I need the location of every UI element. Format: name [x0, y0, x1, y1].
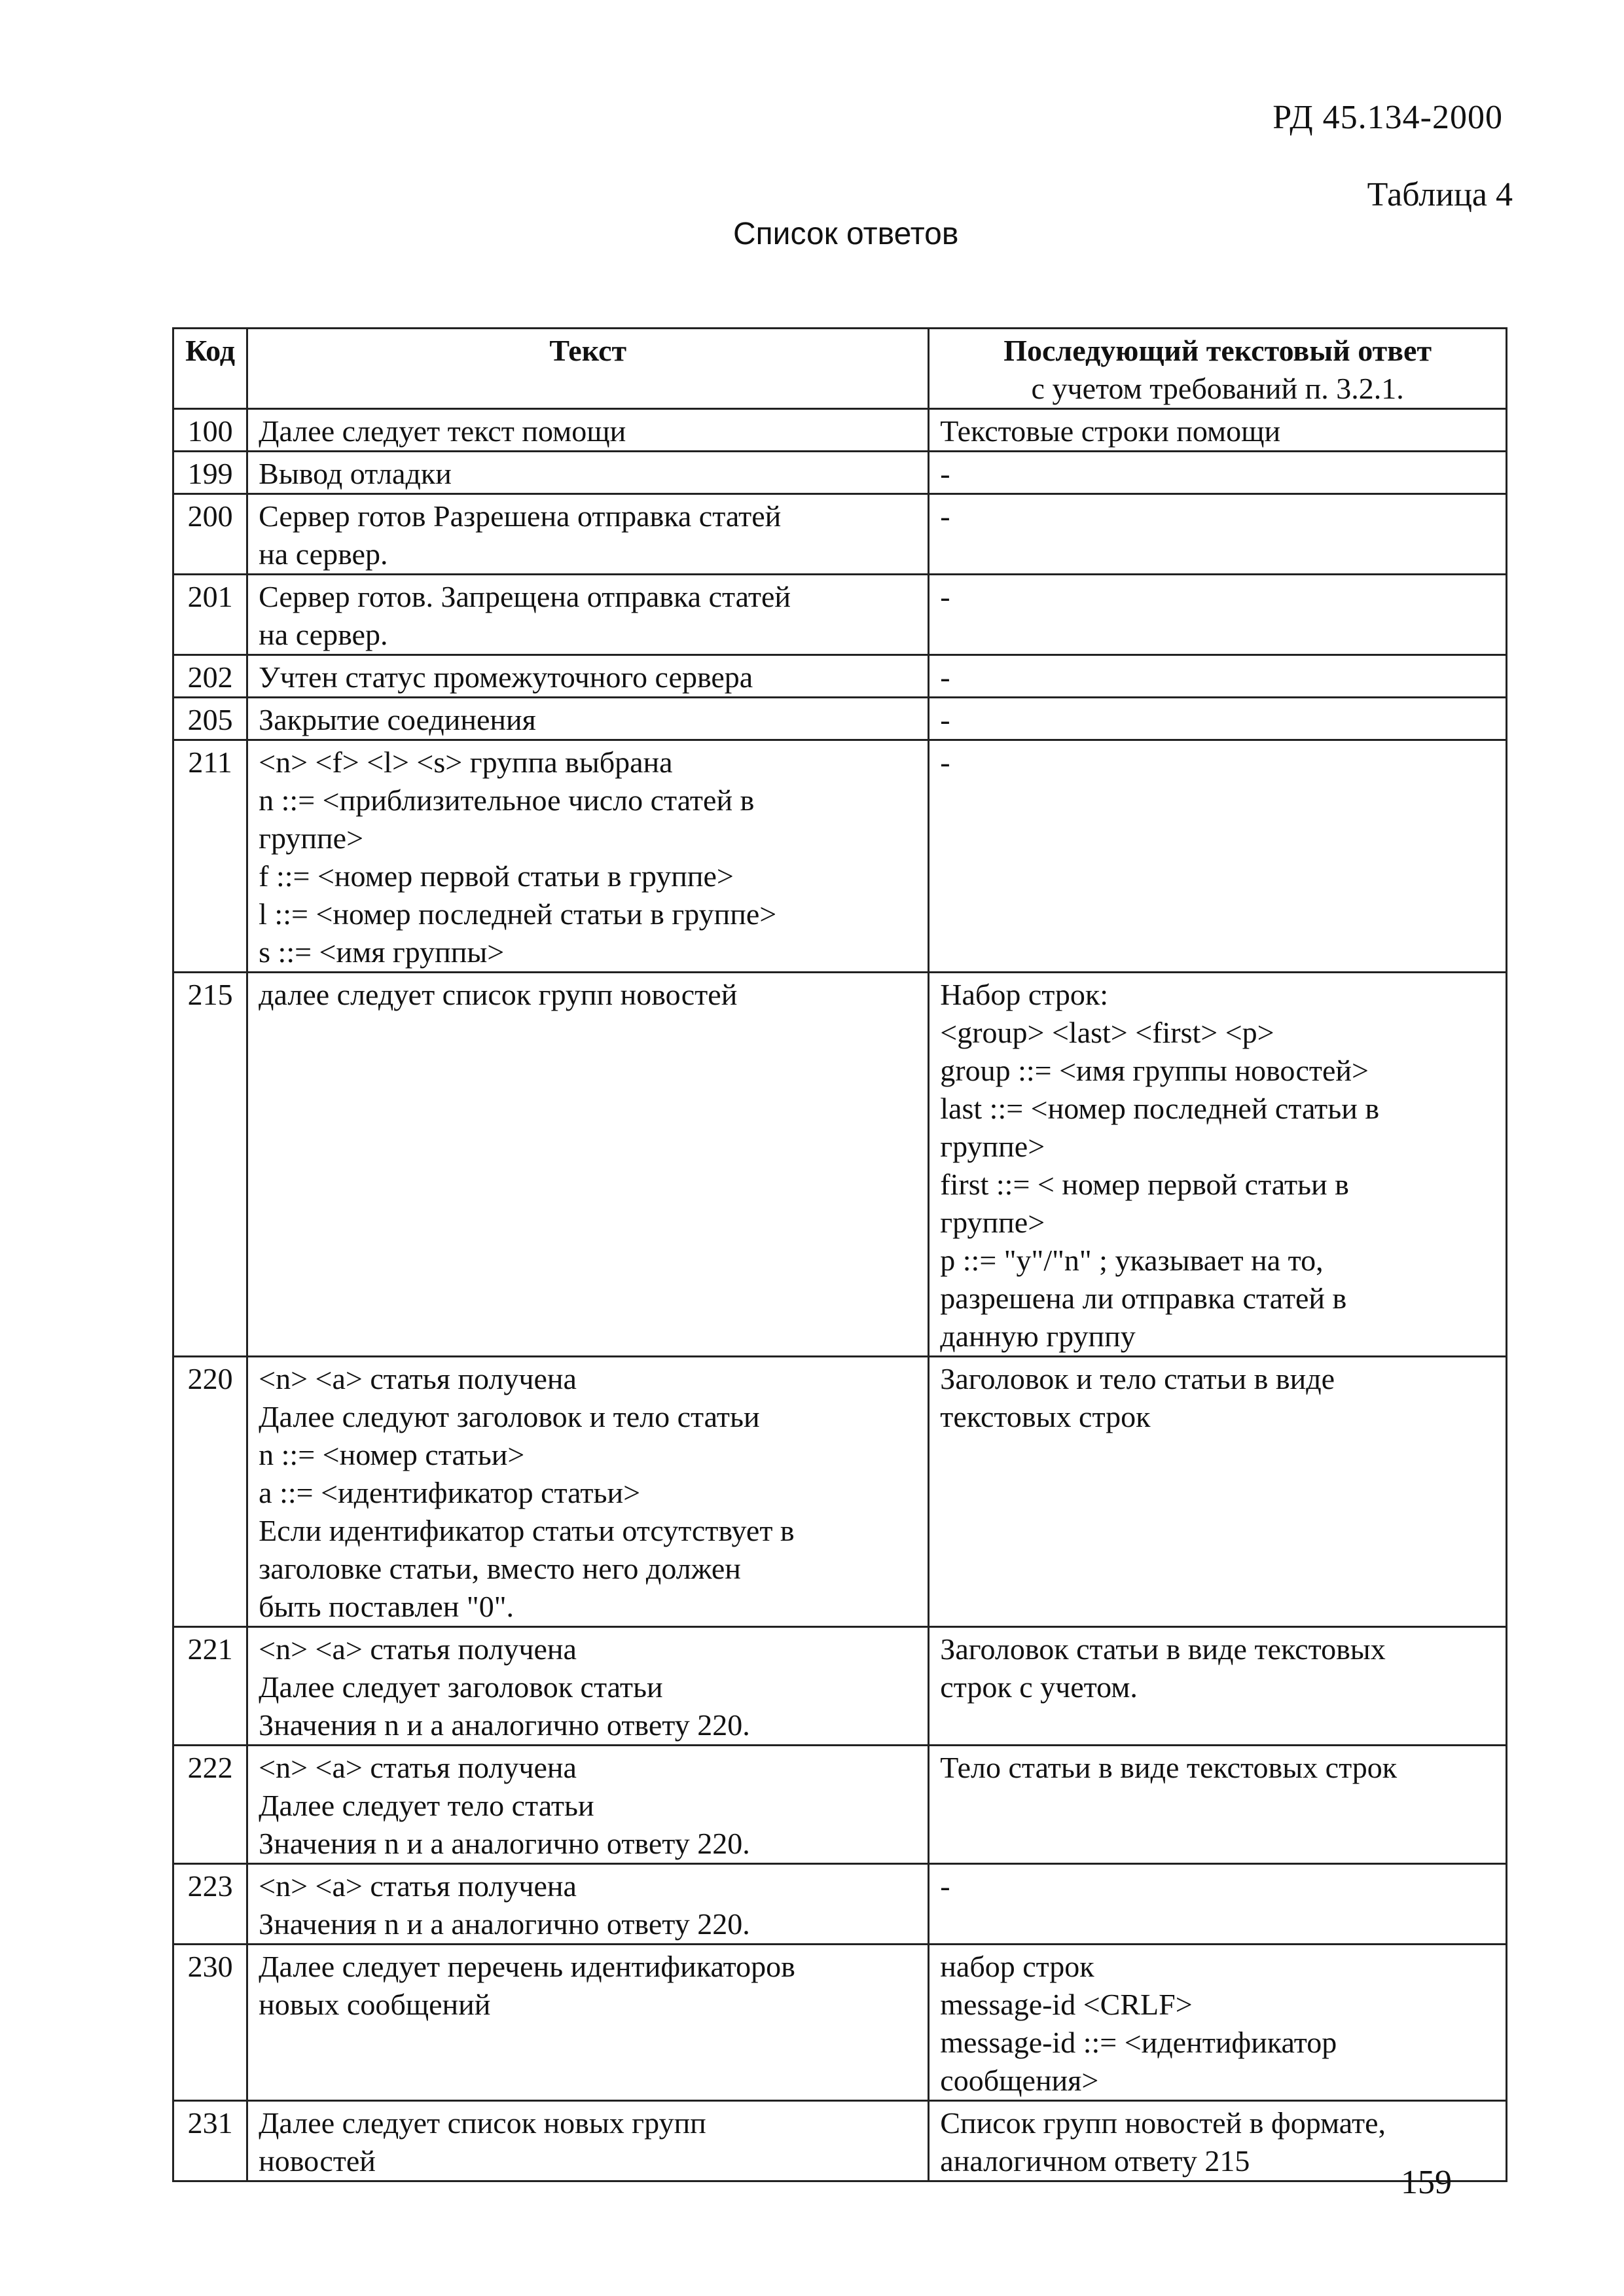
column-header-follow-subtitle: с учетом требований п. 3.2.1. [1031, 372, 1404, 405]
row-text-line: s ::= <имя группы> [259, 935, 505, 969]
row-follow-line: Список групп новостей в формате, [940, 2106, 1386, 2140]
row-follow-line: группе> [940, 1206, 1045, 1239]
row-follow-line: first ::= < номер первой статьи в [940, 1168, 1349, 1201]
document-code: РД 45.134-2000 [1272, 99, 1503, 136]
row-follow-line: строк с учетом. [940, 1670, 1138, 1704]
row-follow-line: - [940, 703, 950, 736]
table-header-row [173, 329, 1507, 409]
row-text [247, 655, 929, 698]
table-row [173, 1746, 1507, 1864]
row-follow-line: - [940, 1869, 950, 1903]
row-text-line: <n> <a> статья получена [259, 1751, 577, 1784]
table-row [173, 1945, 1507, 2101]
row-follow-line: - [940, 745, 950, 779]
table-row [173, 973, 1507, 1357]
row-code: 200 [173, 494, 247, 575]
row-code: 199 [173, 452, 247, 494]
row-text-line: Далее следует перечень идентификаторов [259, 1950, 795, 1983]
row-code: 202 [173, 655, 247, 698]
row-code: 231 [173, 2101, 247, 2181]
table-title: Список ответов [733, 217, 959, 251]
row-text-line: <n> <a> статья получена [259, 1362, 577, 1395]
row-follow-line: group ::= <имя группы новостей> [940, 1054, 1369, 1087]
row-follow-response [929, 575, 1507, 655]
table-row [173, 409, 1507, 452]
table-row [173, 575, 1507, 655]
row-code: 100 [173, 409, 247, 452]
row-text-line: l ::= <номер последней статьи в группе> [259, 897, 777, 931]
row-text-line: Вывод отладки [259, 457, 452, 490]
row-text [247, 1627, 929, 1746]
column-header-text: Текст [247, 329, 929, 409]
row-text-line: на сервер. [259, 537, 388, 571]
row-code: 205 [173, 698, 247, 740]
row-text-line: на сервер. [259, 618, 388, 651]
row-text-line: Сервер готов. Запрещена отправка статей [259, 580, 791, 613]
row-follow-line: текстовых строк [940, 1400, 1151, 1433]
row-follow-line: - [940, 499, 950, 533]
row-text-line: Далее следует заголовок статьи [259, 1670, 663, 1704]
responses-table [172, 327, 1507, 2182]
row-text [247, 494, 929, 575]
table-row [173, 740, 1507, 973]
page-number: 159 [1401, 2164, 1452, 2201]
row-follow-line: Набор строк: [940, 978, 1109, 1011]
row-text-line: далее следует список групп новостей [259, 978, 738, 1011]
row-text-line: Учтен статус промежуточного сервера [259, 660, 753, 694]
row-follow-response [929, 452, 1507, 494]
row-text [247, 2101, 929, 2181]
row-follow-line: данную группу [940, 1319, 1136, 1353]
row-text-line: Значения n и a аналогично ответу 220. [259, 1907, 750, 1941]
table-row [173, 1627, 1507, 1746]
row-follow-line: сообщения> [940, 2064, 1099, 2097]
row-follow-response [929, 655, 1507, 698]
column-header-follow-title: Последующий текстовый ответ [1003, 334, 1432, 367]
table-row [173, 452, 1507, 494]
row-code: 201 [173, 575, 247, 655]
row-text-line: Сервер готов Разрешена отправка статей [259, 499, 782, 533]
row-follow-line: message-id <CRLF> [940, 1988, 1193, 2021]
row-follow-line: Тело статьи в виде текстовых строк [940, 1751, 1398, 1784]
row-follow-response [929, 698, 1507, 740]
row-text [247, 1746, 929, 1864]
row-text-line: новостей [259, 2144, 376, 2178]
row-follow-line: p ::= "y"/"n" ; указывает на то, [940, 1244, 1324, 1277]
row-code: 222 [173, 1746, 247, 1864]
row-follow-line: Текстовые строки помощи [940, 414, 1281, 448]
row-follow-line: разрешена ли отправка статей в [940, 1282, 1347, 1315]
row-follow-line: <group> <last> <first> <p> [940, 1016, 1274, 1049]
row-follow-line: - [940, 580, 950, 613]
row-text-line: Далее следуют заголовок и тело статьи [259, 1400, 760, 1433]
row-text-line: n ::= <номер статьи> [259, 1438, 525, 1471]
row-text-line: n ::= <приблизительное число статей в [259, 783, 755, 817]
row-text [247, 740, 929, 973]
row-follow-line: Заголовок и тело статьи в виде [940, 1362, 1335, 1395]
row-text-line: Далее следует список новых групп [259, 2106, 706, 2140]
row-follow-response [929, 1357, 1507, 1627]
row-follow-line: Заголовок статьи в виде текстовых [940, 1632, 1386, 1666]
row-follow-response [929, 973, 1507, 1357]
row-text [247, 973, 929, 1357]
row-text [247, 575, 929, 655]
row-follow-response [929, 740, 1507, 973]
row-follow-response [929, 1945, 1507, 2101]
row-follow-line: набор строк [940, 1950, 1094, 1983]
row-text [247, 1864, 929, 1945]
row-text [247, 1945, 929, 2101]
row-follow-response [929, 494, 1507, 575]
column-header-follow [929, 329, 1507, 409]
table-row [173, 2101, 1507, 2181]
row-code: 211 [173, 740, 247, 973]
row-text-line: f ::= <номер первой статьи в группе> [259, 859, 734, 893]
row-follow-response [929, 1627, 1507, 1746]
row-follow-line: аналогичном ответу 215 [940, 2144, 1250, 2178]
row-text-line: Закрытие соединения [259, 703, 536, 736]
row-text-line: новых сообщений [259, 1988, 491, 2021]
row-text [247, 409, 929, 452]
table-row [173, 1864, 1507, 1945]
row-text-line: Значения n и a аналогично ответу 220. [259, 1827, 750, 1860]
row-follow-response [929, 409, 1507, 452]
row-text-line: быть поставлен "0". [259, 1590, 514, 1623]
row-follow-line: last ::= <номер последней статьи в [940, 1092, 1380, 1125]
column-header-code: Код [173, 329, 247, 409]
row-text [247, 452, 929, 494]
table-row [173, 1357, 1507, 1627]
row-text-line: <n> <a> статья получена [259, 1632, 577, 1666]
row-code: 215 [173, 973, 247, 1357]
row-follow-response [929, 1864, 1507, 1945]
table-row [173, 698, 1507, 740]
row-text-line: Значения n и a аналогично ответу 220. [259, 1708, 750, 1742]
row-text-line: a ::= <идентификатор статьи> [259, 1476, 641, 1509]
table-row [173, 655, 1507, 698]
row-code: 221 [173, 1627, 247, 1746]
row-text [247, 698, 929, 740]
row-code: 220 [173, 1357, 247, 1627]
row-code: 230 [173, 1945, 247, 2101]
row-follow-line: message-id ::= <идентификатор [940, 2026, 1337, 2059]
row-text-line: группе> [259, 821, 364, 855]
row-follow-response [929, 1746, 1507, 1864]
row-text-line: <n> <f> <l> <s> группа выбрана [259, 745, 673, 779]
row-text-line: Далее следует текст помощи [259, 414, 626, 448]
row-text-line: <n> <a> статья получена [259, 1869, 577, 1903]
row-follow-line: группе> [940, 1130, 1045, 1163]
row-text-line: заголовке статьи, вместо него должен [259, 1552, 741, 1585]
row-code: 223 [173, 1864, 247, 1945]
row-text-line: Далее следует тело статьи [259, 1789, 594, 1822]
table-number: Таблица 4 [1367, 176, 1513, 213]
row-follow-line: - [940, 457, 950, 490]
table-row [173, 494, 1507, 575]
row-text [247, 1357, 929, 1627]
row-text-line: Если идентификатор статьи отсутствует в [259, 1514, 795, 1547]
row-follow-line: - [940, 660, 950, 694]
